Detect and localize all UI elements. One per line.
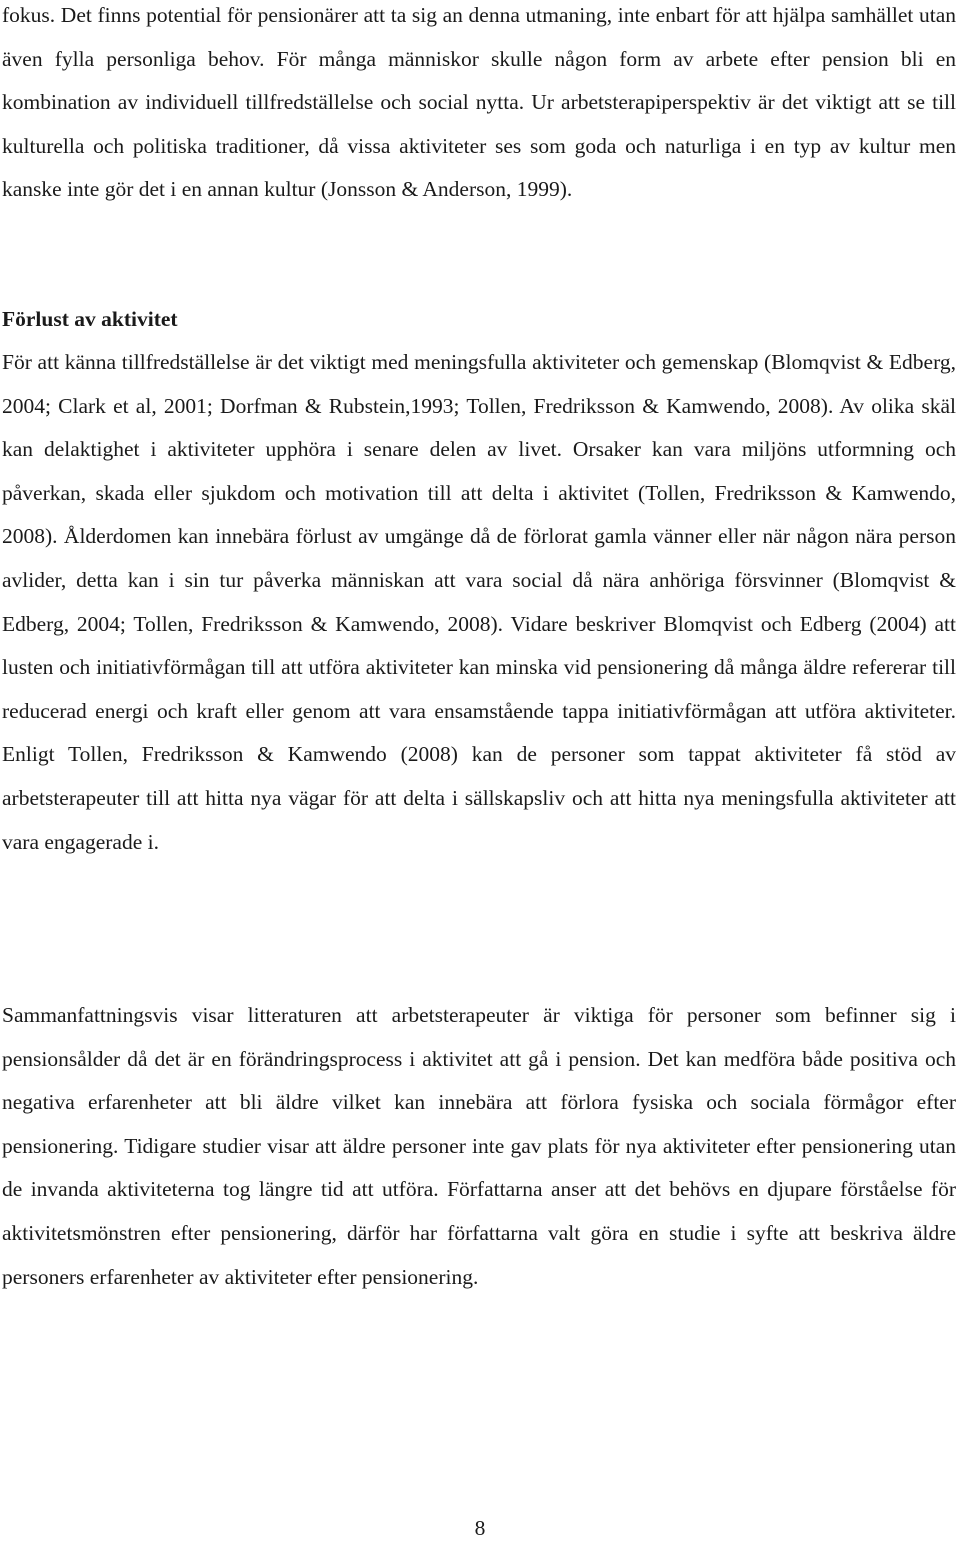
section-heading: Förlust av aktivitet — [2, 307, 178, 331]
page-number: 8 — [474, 1516, 486, 1540]
paragraph-loss-of-activity: För att känna tillfredställelse är det viktigt med meningsfulla aktiviteter och gemenskap (Blomqvist & Edberg, 2004; Clark et al, 2001; Dorfman & Rubstein,1993; Tollen, Fredriksson & Kamwendo, 2008). Av olika skäl kan delaktighet i aktiviteter upphöra i senare delen av livet. Orsaker kan vara miljöns utformning och påverkan, skada eller sjukdom och motivation till att delta i aktivitet (Tollen, Fredriksson & Kamwendo, 2008). Ålderdomen kan innebära förlust av umgänge då de förlorat gamla vänner eller när någon nära person avlider, detta kan i sin tur påverka människan att vara social då nära anhöriga försvinner (Blomqvist & Edberg, 2004; Tollen, Fredriksson & Kamwendo, 2008). Vidare beskriver Blomqvist och Edberg (2004) att lusten och initiativförmågan till att utföra aktiviteter kan minska vid pensionering då många äldre refererar till reducerad energi och kraft eller genom att vara ensamstående tappa initiativförmågan att utföra aktiviteter. Enligt Tollen, Fredriksson & Kamwendo (2008) kan de personer som tappat aktiviteter få stöd av arbetsterapeuter till att hitta nya vägar för att delta i sällskapsliv och att hitta nya meningsfulla aktiviteter att vara engagerade i. — [2, 350, 956, 854]
paragraph-summary: Sammanfattningsvis visar litteraturen att arbetsterapeuter är viktiga för personer som befinner sig i pensionsålder då det är en förändringsprocess i aktivitet att gå i pension. Det kan medföra både positiva och negativa erfarenheter att bli äldre vilket kan innebära att förlora fysiska och sociala förmågor efter pensionering. Tidigare studier visar att äldre personer inte gav plats för nya aktiviteter efter pensionering utan de invanda aktiviteterna tog längre tid att utföra. Författarna anser att det behövs en djupare förståelse för aktivitetsmönstren efter pensionering, därför har författarna valt göra en studie i syfte att beskriva äldre personers erfarenheter av aktiviteter efter pensionering. — [2, 1003, 956, 1289]
paragraph-intro-continuation: fokus. Det finns potential för pensionärer att ta sig an denna utmaning, inte enbart för att hjälpa samhället utan även fylla personliga behov. För många människor skulle någon form av arbete efter pension bli en kombination av individuell tillfredställelse och social nytta. Ur arbetsterapiperspektiv är det viktigt att se till kulturella och politiska traditioner, då vissa aktiviteter ses som goda och naturliga i en typ av kultur men kanske inte gör det i en annan kultur (Jonsson & Anderson, 1999). — [2, 3, 956, 202]
